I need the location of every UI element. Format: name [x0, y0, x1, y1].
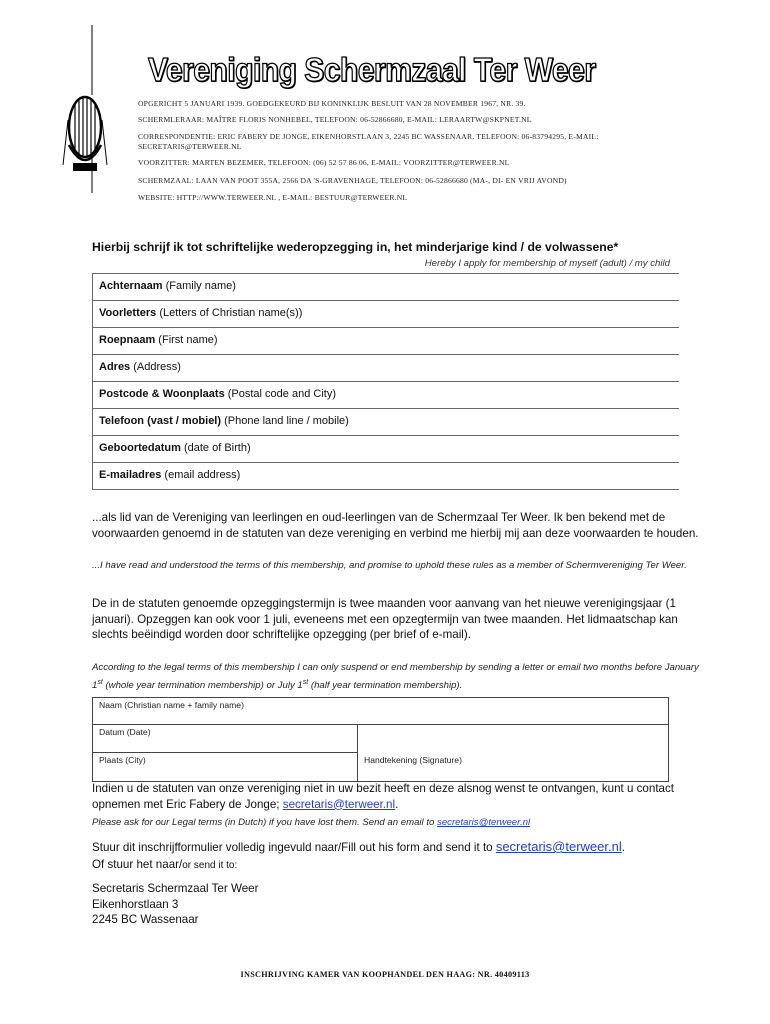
- field-label: E-mailadres: [99, 469, 162, 481]
- field-label: Adres: [99, 361, 131, 373]
- text: .: [621, 841, 625, 854]
- field-hint: (date of Birth): [180, 442, 251, 454]
- address-line: Secretaris Schermzaal Ter Weer: [92, 882, 259, 895]
- form-subtitle: Hereby I apply for membership of myself (adult) / my child: [424, 258, 670, 269]
- letterhead-line: OPGERICHT 5 JANUARI 1939. GOEDGEKEURD BIJ KONINKLIJK BESLUIT VAN 28 NOVEMBER 1967, NR. 39.: [138, 99, 526, 108]
- field-hint: (Address): [130, 361, 181, 373]
- footer-registration: INSCHRIJVING KAMER VAN KOOPHANDEL DEN HAAG: NR. 40409113: [240, 970, 530, 979]
- send-instructions: [92, 839, 702, 856]
- field-hint: (Postal code and City): [224, 388, 336, 400]
- field-label: Voorletters: [99, 307, 157, 319]
- field-label: Achternaam: [99, 280, 163, 292]
- field-phone[interactable]: [92, 409, 679, 436]
- field-postal-city[interactable]: [92, 382, 679, 409]
- letterhead-line: CORRESPONDENTIE: ERIC FABERY DE JONGE, EIKENHORSTLAAN 3, 2245 BC WASSENAAR, TELEFOON: 06-83794295, E-MAIL:: [138, 132, 599, 141]
- termination-terms-en: [92, 660, 712, 693]
- field-label: Geboortedatum: [99, 442, 181, 454]
- applicant-fields-table: [92, 273, 679, 490]
- text: Of stuur het naar/: [92, 858, 183, 871]
- membership-agreement-en: ...I have read and understood the terms of this membership, and promise to uphold these rules as a member of Schermvereniging Ter Weer.: [92, 560, 687, 571]
- field-label: Postcode & Woonplaats: [99, 388, 225, 400]
- text: .: [395, 797, 399, 811]
- field-hint: (First name): [155, 334, 218, 346]
- signature-date-label: Datum (Date): [99, 727, 151, 737]
- field-address[interactable]: [92, 355, 679, 382]
- superscript: st: [302, 679, 309, 686]
- signature-place-cell[interactable]: [93, 753, 358, 781]
- field-hint: (Phone land line / mobile): [221, 415, 349, 427]
- field-email[interactable]: [92, 463, 679, 490]
- text: (half year termination membership).: [308, 680, 463, 692]
- field-hint: (Letters of Christian name(s)): [156, 307, 303, 319]
- address-line: 2245 BC Wassenaar: [92, 913, 199, 926]
- postal-address: [92, 881, 702, 928]
- signature-place-label: Plaats (City): [99, 755, 146, 765]
- text: Indien u de statuten van onze vereniging niet in uw bezit heeft en deze alsnog wenst te ontvangen, kunt u contact opnemen met Eric Fabery de Jonge;: [92, 782, 675, 811]
- field-hint: (Family name): [162, 280, 236, 292]
- field-hint: (email address): [161, 469, 241, 481]
- secretary-email-link[interactable]: secretaris@terweer.nl: [495, 839, 622, 854]
- legal-terms-nl: [92, 781, 702, 812]
- signature-table: [92, 697, 669, 782]
- field-initials[interactable]: [92, 301, 679, 328]
- letterhead-line: VOORZITTER: MARTEN BEZEMER, TELEFOON: (06) 52 57 86 06, E-MAIL: VOORZITTER@TERWEER.NL: [138, 158, 510, 167]
- club-name: Vereniging Schermzaal Ter Weer: [148, 52, 596, 89]
- field-label: Roepnaam: [99, 334, 156, 346]
- signature-name-cell[interactable]: [93, 698, 668, 725]
- text: Stuur dit inschrijfformulier volledig ingevuld naar/Fill out his form and send it to: [92, 841, 496, 854]
- termination-terms-nl: De in de statuten genoemde opzeggingstermijn is twee maanden voor aanvang van het nieuwe verenigingsjaar (1 januari). Opzeggen kan ook voor 1 juli, eveneens met een opzegtermijn van twee maanden. Het lidmaatschap kan slechts beëindigd worden door schriftelijke opzegging (per brief of e-mail).: [92, 597, 678, 641]
- signature-date-cell[interactable]: [93, 725, 358, 753]
- superscript: st: [97, 679, 103, 686]
- letterhead-line: WEBSITE: HTTP://WWW.TERWEER.NL , E-MAIL: BESTUUR@TERWEER.NL: [138, 193, 408, 202]
- text: (whole year termination membership) or July 1: [102, 680, 303, 692]
- field-first-name[interactable]: [92, 328, 679, 355]
- text: Please ask for our Legal terms (in Dutch) if you have lost them. Send an email to: [92, 817, 438, 828]
- fencing-mask-logo: [55, 25, 115, 195]
- field-birth-date[interactable]: [92, 436, 679, 463]
- signature-sign-label: Handtekening (Signature): [364, 755, 462, 765]
- letterhead-line: SECRETARIS@TERWEER.NL: [138, 142, 242, 151]
- membership-agreement-nl: ...als lid van de Vereniging van leerlingen en oud-leerlingen van de Schermzaal Ter Weer. Ik ben bekend met de voorwaarden genoemd in de statuten van deze vereniging en verbind me hierbij mij aan deze voorwaarden te houden.: [92, 511, 699, 540]
- secretary-email-link[interactable]: secretaris@terweer.nl: [282, 797, 396, 811]
- address-line: Eikenhorstlaan 3: [92, 897, 179, 911]
- letterhead-line: SCHERMZAAL: LAAN VAN POOT 355A, 2566 DA 'S-GRAVENHAGE, TELEFOON: 06-52866680 (MA-, DI- EN VRIJ AVOND): [138, 176, 567, 185]
- field-label: Telefoon (vast / mobiel): [99, 415, 222, 427]
- send-instructions-line2: [92, 857, 702, 874]
- text: According to the legal terms of this membership I can only suspend or end membership by sending a letter or email two months before January 1: [92, 662, 699, 692]
- secretary-email-link[interactable]: secretaris@terweer.nl: [437, 817, 531, 828]
- legal-terms-en: [92, 815, 712, 830]
- field-family-name[interactable]: [92, 274, 679, 301]
- signature-sign-cell[interactable]: [358, 753, 668, 781]
- text: or send it to:: [182, 860, 238, 871]
- signature-name-label: Naam (Christian name + family name): [99, 700, 244, 710]
- form-title: Hierbij schrijf ik tot schriftelijke wederopzegging in, het minderjarige kind / de volwassene*: [92, 240, 619, 254]
- letterhead-line: SCHERMLERAAR: MAÎTRE FLORIS NONHEBEL, TELEFOON: 06-52866680, E-MAIL: LERAARTW@SKPNET.NL: [138, 115, 532, 124]
